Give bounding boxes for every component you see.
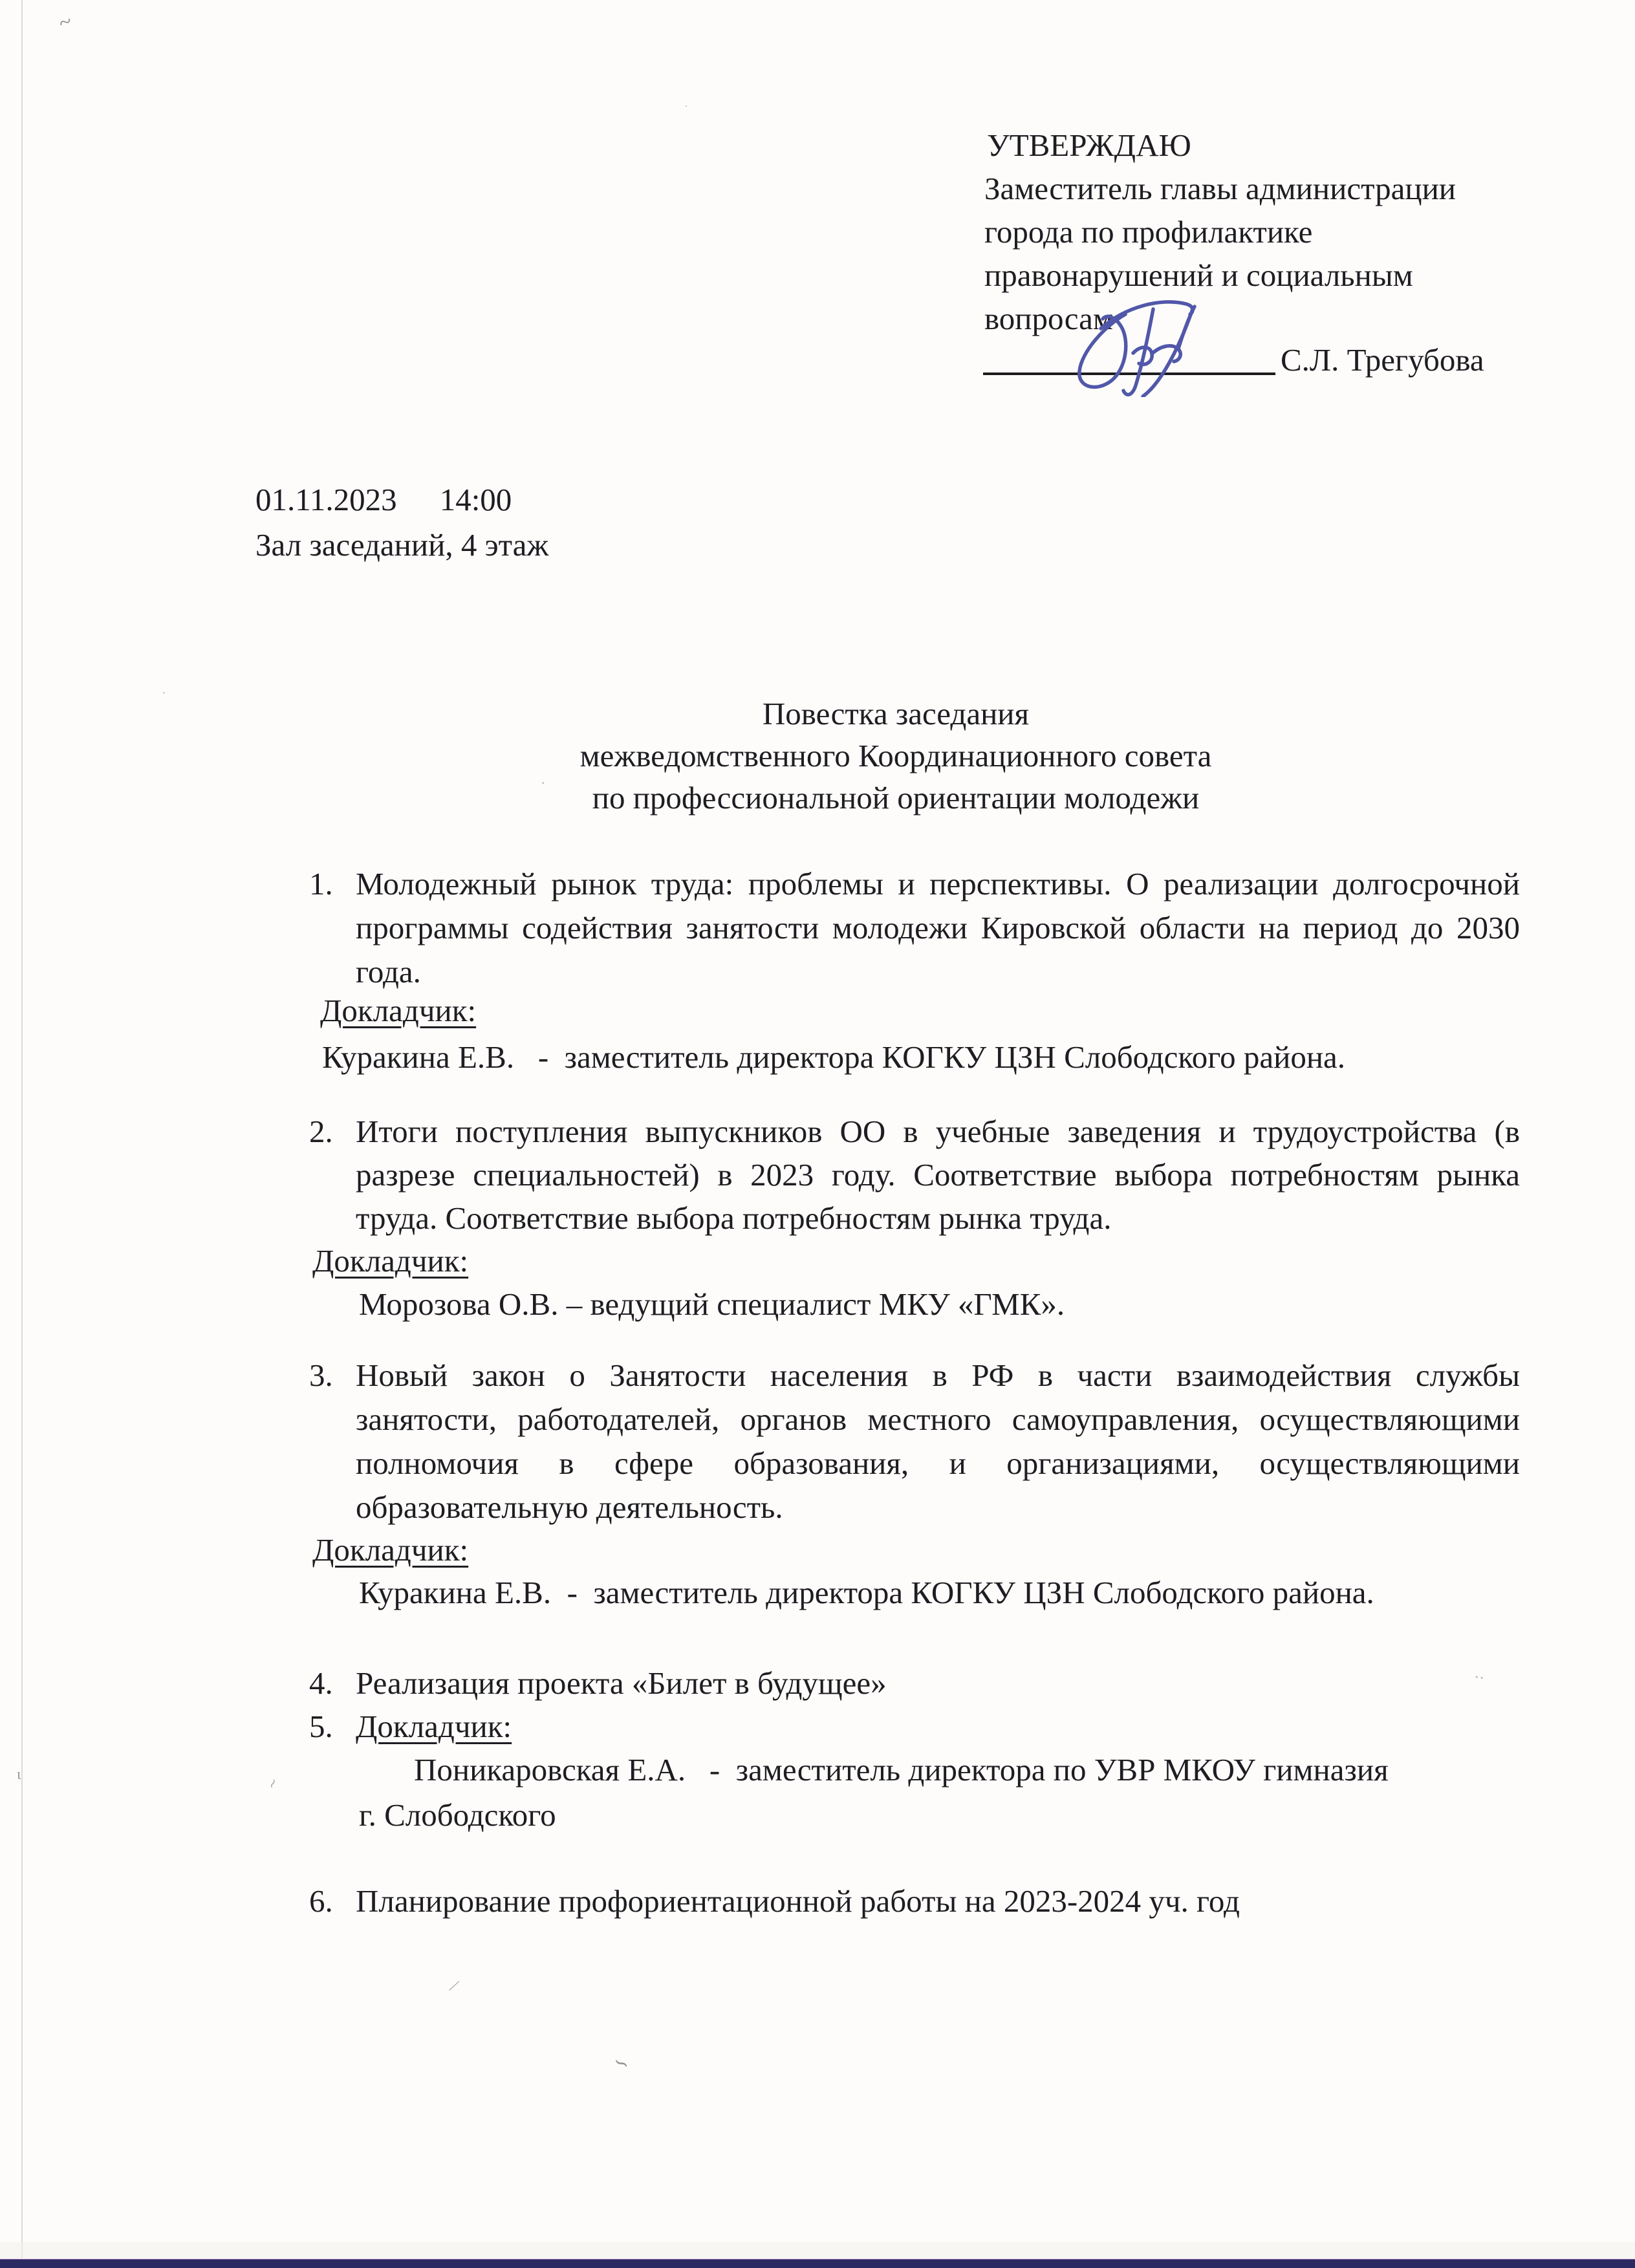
item-text-line: программы содействия занятости молодежи Кировской области на период до 2030 — [356, 910, 1520, 945]
speaker-label: Докладчик: — [356, 1709, 512, 1744]
meeting-info — [255, 477, 548, 568]
meeting-location: Зал заседаний, 4 этаж — [255, 527, 549, 563]
scan-left-edge-line — [21, 0, 23, 2258]
item-text-line: занятости, работодателей, органов местного самоуправления, осуществляющими — [356, 1401, 1520, 1437]
scan-speck: · — [162, 686, 166, 700]
item-text-line: года. — [356, 954, 421, 989]
agenda-item-1 — [309, 862, 1520, 994]
item-number: 5. — [309, 1709, 333, 1744]
approval-line: Заместитель главы администрации — [984, 171, 1456, 206]
speaker-label: Докладчик: — [312, 1243, 469, 1279]
approval-line: правонарушений и социальным — [984, 257, 1413, 293]
item-text-line: Реализация проекта «Билет в будущее» — [356, 1665, 887, 1701]
item-text-line: Новый закон о Занятости населения в РФ в части взаимодействия службы — [356, 1357, 1520, 1393]
item-text-line: Итоги поступления выпускников ОО в учебные заведения и трудоустройства (в — [356, 1114, 1520, 1149]
approval-line: вопросам — [984, 301, 1113, 336]
agenda-item-4 — [309, 1661, 1520, 1705]
title-line-3: по профессиональной ориентации молодежи — [592, 780, 1200, 815]
approval-heading: УТВЕРЖДАЮ — [987, 127, 1191, 163]
handwritten-signature — [1053, 288, 1216, 397]
agenda-item-5 — [309, 1705, 1520, 1748]
item-number: 3. — [309, 1357, 333, 1393]
item-text-line: Планирование профориентационной работы на 2023-2024 уч. год — [356, 1883, 1240, 1919]
agenda-item-3 — [309, 1354, 1520, 1529]
scan-speck: ‥ — [1473, 1665, 1486, 1683]
scan-speck: ι — [17, 1766, 21, 1783]
approval-line: города по профилактике — [984, 214, 1313, 250]
agenda-item-2 — [309, 1110, 1520, 1240]
speaker-name: Поникаровская Е.А. - заместитель директора по УВР МКОУ гимназия — [414, 1752, 1389, 1787]
scan-speck: ≀ — [267, 1776, 278, 1791]
item-text-line: разрезе специальностей) в 2023 году. Соответствие выбора потребностям рынка — [356, 1157, 1520, 1193]
scan-bottom-dark-strip — [0, 2260, 1635, 2268]
agenda-item-6 — [309, 1879, 1520, 1923]
item-number: 2. — [309, 1114, 333, 1149]
item-text-line: Молодежный рынок труда: проблемы и перспективы. О реализации долгосрочной — [356, 866, 1520, 902]
title-line-1: Повестка заседания — [762, 696, 1030, 731]
speaker-label: Докладчик: — [320, 993, 477, 1028]
scan-speck: · — [541, 775, 546, 791]
speaker-label: Докладчик: — [312, 1532, 469, 1568]
scan-speck: ~ — [56, 9, 75, 36]
document-title — [352, 693, 1439, 819]
item-text-line: полномочия в сфере образования, и организациями, осуществляющими — [356, 1445, 1520, 1481]
scan-speck: ∕ — [451, 1976, 458, 1996]
item-number: 6. — [309, 1883, 333, 1919]
scan-speck: · — [684, 100, 688, 113]
item-number: 1. — [309, 866, 333, 902]
scan-bottom-shadow — [0, 2242, 1635, 2259]
scan-speck: ∽ — [609, 2050, 633, 2077]
signer-name: С.Л. Трегубова — [1281, 342, 1484, 378]
speaker-name: Морозова О.В. – ведущий специалист МКУ «ГМК». — [359, 1286, 1065, 1322]
meeting-time: 14:00 — [439, 482, 512, 517]
item-text-line: образовательную деятельность. — [356, 1489, 783, 1525]
meeting-date: 01.11.2023 — [255, 482, 397, 517]
item-number: 4. — [309, 1665, 333, 1701]
speaker-name: Куракина Е.В. - заместитель директора КОГКУ ЦЗН Слободского района. — [322, 1039, 1346, 1075]
item-text-line: труда. Соответствие выбора потребностям рынка труда. — [356, 1200, 1112, 1236]
speaker-name: Куракина Е.В. - заместитель директора КОГКУ ЦЗН Слободского района. — [359, 1575, 1374, 1610]
meeting-datetime — [255, 477, 548, 523]
title-line-2: межведомственного Координационного совета — [579, 738, 1212, 773]
speaker-name-continued: г. Слободского — [359, 1797, 556, 1833]
